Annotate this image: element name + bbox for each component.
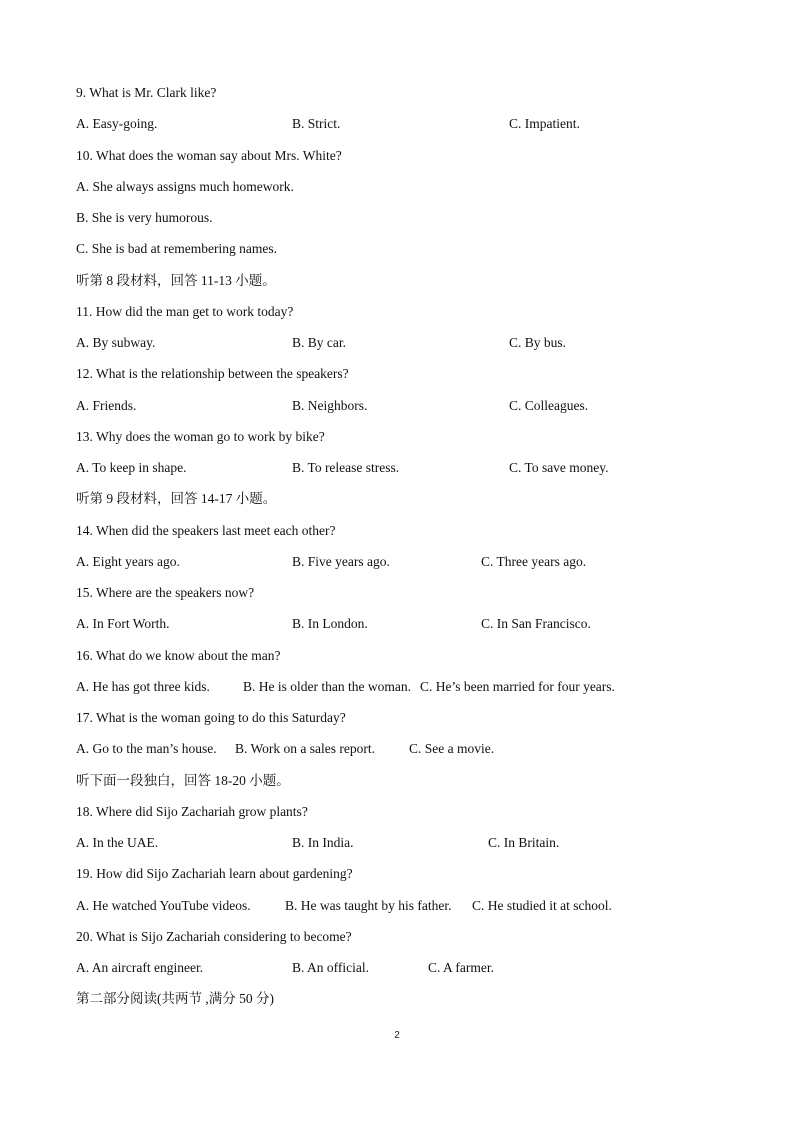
question-text: 18. Where did Sijo Zachariah grow plants? bbox=[76, 804, 308, 819]
answer-option-c: C. See a movie. bbox=[409, 741, 495, 756]
answer-option-a: A. In Fort Worth. bbox=[76, 616, 170, 631]
question-text: 16. What do we know about the man? bbox=[76, 648, 281, 663]
answer-option-a: A. In the UAE. bbox=[76, 835, 159, 850]
answer-option-b: B. Work on a sales report. bbox=[235, 741, 376, 756]
answer-option-b: B. By car. bbox=[292, 335, 346, 350]
question-text: 13. Why does the woman go to work by bike? bbox=[76, 429, 325, 444]
section-instruction: 第二部分阅读(共两节 ,满分 50 分) bbox=[76, 991, 274, 1006]
question-text: 17. What is the woman going to do this Saturday? bbox=[76, 710, 346, 725]
section-instruction: 听第 9 段材料，回答 14-17 小题。 bbox=[76, 491, 277, 506]
question-text: 10. What does the woman say about Mrs. White? bbox=[76, 148, 342, 163]
answer-option-c: C. Colleagues. bbox=[509, 398, 589, 413]
question-text: 12. What is the relationship between the speakers? bbox=[76, 366, 349, 381]
answer-option-a: A. He watched YouTube videos. bbox=[76, 898, 251, 913]
answer-option-b: B. In India. bbox=[292, 835, 354, 850]
answer-option-a: A. Eight years ago. bbox=[76, 554, 180, 569]
answer-option-a: A. He has got three kids. bbox=[76, 679, 210, 694]
answer-option-c: C. He studied it at school. bbox=[472, 898, 612, 913]
answer-option-b: B. He is older than the woman. bbox=[243, 679, 411, 694]
answer-option-c: C. In Britain. bbox=[488, 835, 560, 850]
answer-option-c: C. In San Francisco. bbox=[481, 616, 591, 631]
answer-option-b: B. Neighbors. bbox=[292, 398, 368, 413]
answer-option-line: A. She always assigns much homework. bbox=[76, 179, 294, 194]
question-text: 20. What is Sijo Zachariah considering to become? bbox=[76, 929, 352, 944]
answer-option-a: A. Friends. bbox=[76, 398, 137, 413]
question-text: 15. Where are the speakers now? bbox=[76, 585, 255, 600]
question-text: 19. How did Sijo Zachariah learn about gardening? bbox=[76, 866, 353, 881]
answer-option-c: C. By bus. bbox=[509, 335, 567, 350]
answer-option-c: C. Three years ago. bbox=[481, 554, 587, 569]
answer-option-b: B. In London. bbox=[292, 616, 368, 631]
section-instruction: 听下面一段独白，回答 18-20 小题。 bbox=[76, 773, 290, 788]
question-text: 14. When did the speakers last meet each other? bbox=[76, 523, 336, 538]
answer-option-a: A. Easy-going. bbox=[76, 116, 158, 131]
question-text: 9. What is Mr. Clark like? bbox=[76, 85, 217, 100]
answer-option-c: C. He’s been married for four years. bbox=[420, 679, 615, 694]
question-text: 11. How did the man get to work today? bbox=[76, 304, 294, 319]
answer-option-c: C. A farmer. bbox=[428, 960, 494, 975]
answer-option-a: A. Go to the man’s house. bbox=[76, 741, 217, 756]
section-instruction: 听第 8 段材料，回答 11-13 小题。 bbox=[76, 273, 276, 288]
answer-option-c: C. To save money. bbox=[509, 460, 609, 475]
answer-option-b: B. Strict. bbox=[292, 116, 341, 131]
answer-option-line: C. She is bad at remembering names. bbox=[76, 241, 277, 256]
answer-option-a: A. To keep in shape. bbox=[76, 460, 187, 475]
answer-option-a: A. An aircraft engineer. bbox=[76, 960, 204, 975]
answer-option-b: B. Five years ago. bbox=[292, 554, 390, 569]
answer-option-line: B. She is very humorous. bbox=[76, 210, 213, 225]
answer-option-c: C. Impatient. bbox=[509, 116, 580, 131]
page-number: 2 bbox=[394, 1030, 400, 1041]
answer-option-a: A. By subway. bbox=[76, 335, 156, 350]
answer-option-b: B. An official. bbox=[292, 960, 369, 975]
answer-option-b: B. He was taught by his father. bbox=[285, 898, 452, 913]
answer-option-b: B. To release stress. bbox=[292, 460, 400, 475]
